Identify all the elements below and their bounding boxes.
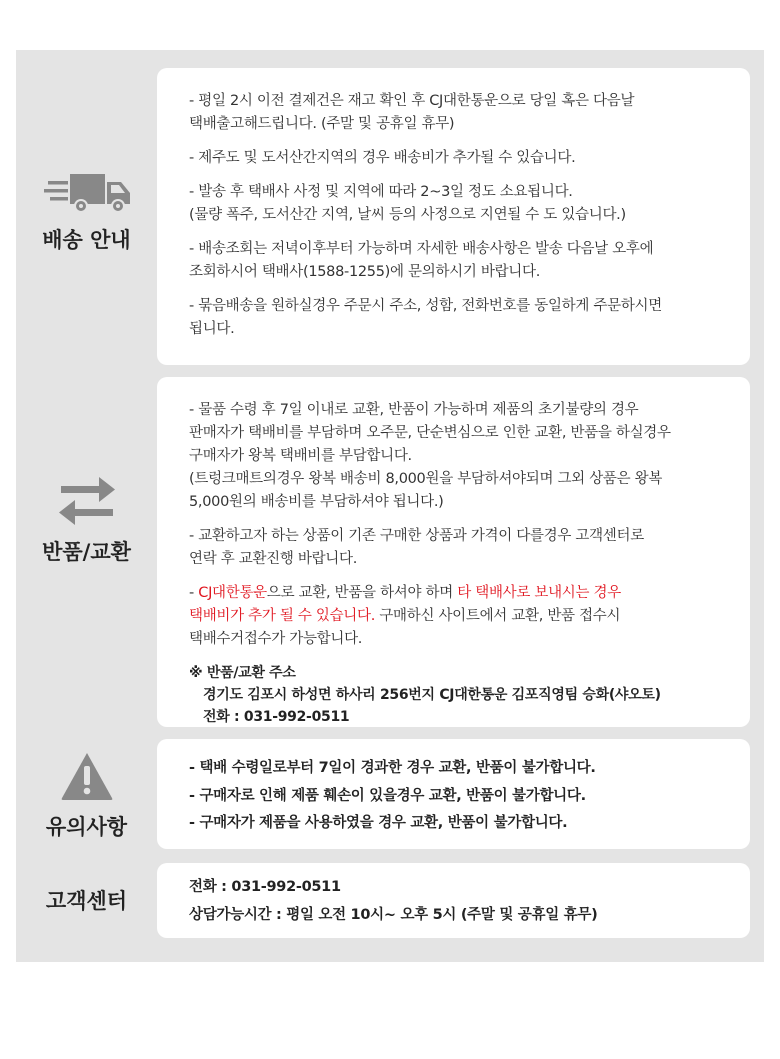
shipping-line: - 배송조회는 저녁이후부터 가능하며 자세한 배송사항은 발송 다음날 오후에 조회하시어 택배사(1588-1255)에 문의하시기 바랍니다. [189,241,654,280]
courier-name-highlight: CJ대한통운 [198,585,267,601]
customer-service-section [16,863,764,938]
returns-line: - 물품 수령 후 7일 이내로 교환, 반품이 가능하며 제품의 초기불량의 경우 판매자가 택배비를 부담하며 오주문, 단순변심으로 인한 교환, 반품을 하실경우 구매자가 왕복 택배비를 부담합니다. (트렁크매트의경우 왕복 배송비 8,000원을 부담하셔야되며 그외 상품은 왕복 5,000원의 배송비를 부담하셔야 됩니다.) [189,402,671,510]
notice-line: - 구매자가 제품을 사용하였을 경우 교환, 반품이 불가합니다. [189,815,568,831]
returns-line-tail: 구매하신 사이트에서 교환, 반품 접수시 택배수거접수가 가능합니다. [189,608,621,647]
shipping-line: - 묶음배송을 원하실경우 주문시 주소, 성함, 전화번호를 동일하게 주문하시면 됩니다. [189,298,662,337]
returns-section [16,377,764,727]
shipping-label [16,168,157,254]
customer-service-title: 고객센터 [45,889,128,913]
notice-label [16,751,157,841]
customer-service-card [157,863,750,938]
returns-card [157,377,750,727]
shipping-title: 배송 안내 [42,228,131,252]
notice-line: - 구매자로 인해 제품 훼손이 있을경우 교환, 반품이 불가합니다. [189,787,586,804]
notice-section [16,739,764,849]
extra-fee-highlight: 타 택배사로 보내시는 경우 택배비가 추가 될 수 있습니다. [189,585,621,624]
warning-triangle-icon [16,751,157,801]
returns-line: - 교환하고자 하는 상품이 기존 구매한 상품과 가격이 다를경우 고객센터로 연락 후 교환진행 바랍니다. [189,528,644,567]
notice-line: - 택배 수령일로부터 7일이 경과한 경우 교환, 반품이 불가합니다. [189,760,596,776]
return-phone: 전화 : 031-992-0511 [203,709,350,725]
customer-service-hours: 상담가능시간 : 평일 오전 10시~ 오후 5시 (주말 및 공휴일 휴무) [189,906,598,923]
shipping-section [16,68,764,365]
customer-service-phone: 전화 : 031-992-0511 [189,879,341,895]
customer-service-label [16,885,157,915]
shipping-line: - 발송 후 택배사 사정 및 지역에 따라 2~3일 정도 소요됩니다. (물량 폭주, 도서산간 지역, 날씨 등의 사정으로 지연될 수 도 있습니다.) [189,184,626,223]
return-address: 경기도 김포시 하성면 하사리 256번지 CJ대한통운 김포직영팀 승화(샤오토) [203,687,661,703]
shipping-card [157,68,750,365]
return-address-title: ※ 반품/교환 주소 [189,665,296,681]
returns-line-mid: 으로 교환, 반품을 하셔야 하며 [266,585,458,601]
shipping-line: - 평일 2시 이전 결제건은 재고 확인 후 CJ대한통운으로 당일 혹은 다음날 택배출고해드립니다. (주말 및 공휴일 휴무) [189,93,635,132]
returns-label [16,475,157,566]
exchange-arrows-icon [16,475,157,527]
returns-title: 반품/교환 [42,540,131,564]
returns-line-prefix: - [189,585,199,601]
notice-card [157,739,750,849]
returns-line-courier [189,582,750,651]
delivery-truck-icon [16,168,157,216]
notice-title: 유의사항 [45,815,128,839]
shipping-line: - 제주도 및 도서산간지역의 경우 배송비가 추가될 수 있습니다. [189,150,576,166]
info-panel [16,50,764,962]
